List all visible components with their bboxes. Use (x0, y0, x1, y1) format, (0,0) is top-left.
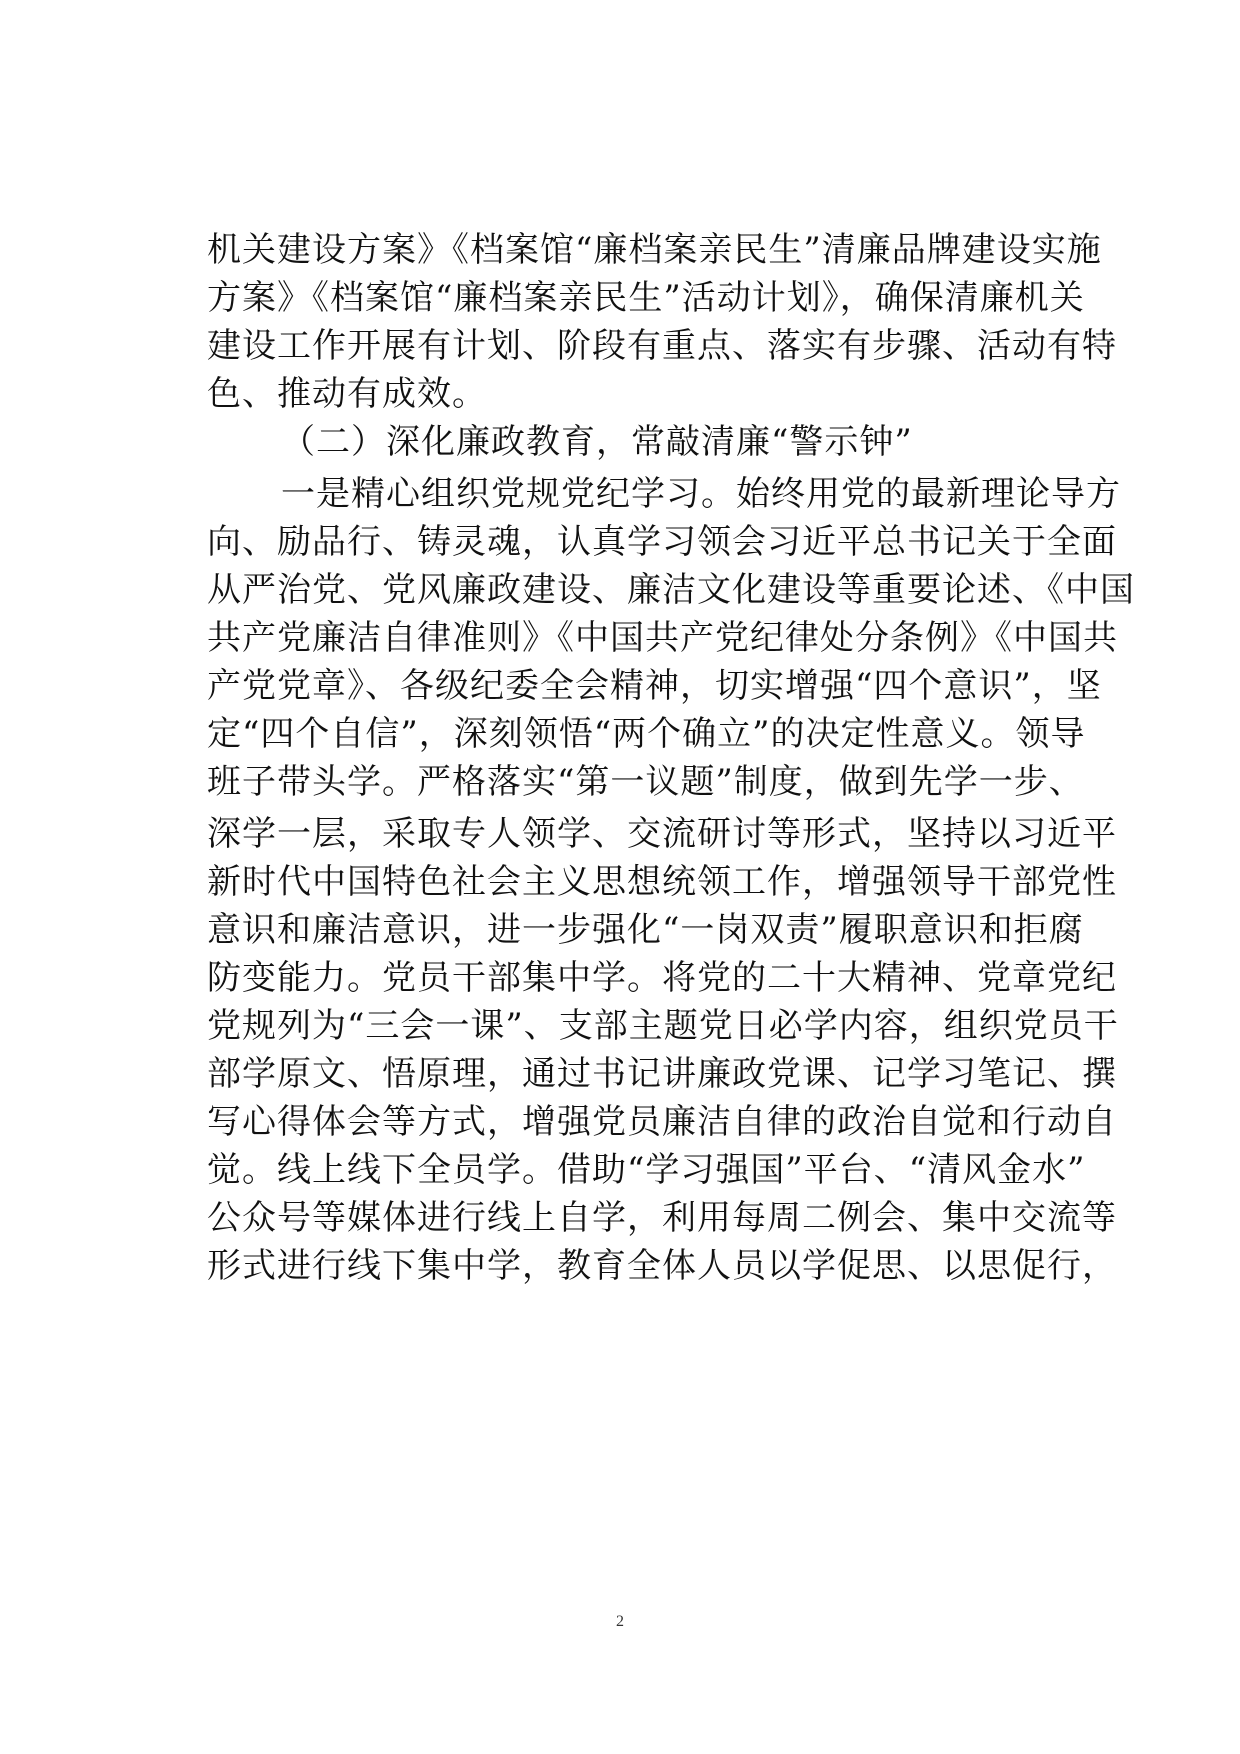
section-heading: （二）深化廉政教育，常敲清廉“警示钟” (281, 422, 913, 462)
text-line: 向、励品行、铸灵魂，认真学习领会习近平总书记关于全面 (207, 522, 1117, 562)
text-line: 部学原文、悟原理，通过书记讲廉政党课、记学习笔记、撰 (207, 1054, 1117, 1094)
text-line: 形式进行线下集中学，教育全体人员以学促思、以思促行， (207, 1246, 1117, 1286)
text-line: 防变能力。党员干部集中学。将党的二十大精神、党章党纪 (207, 958, 1117, 998)
text-line: 方案》《档案馆“廉档案亲民生”活动计划》，确保清廉机关 (207, 278, 1085, 318)
text-line: 觉。线上线下全员学。借助“学习强国”平台、“清风金水” (207, 1150, 1086, 1190)
text-line: 写心得体会等方式，增强党员廉洁自律的政治自觉和行动自 (207, 1102, 1117, 1142)
paragraph-main (207, 470, 1135, 1290)
text-line: 共产党廉洁自律准则》《中国共产党纪律处分条例》《中国共 (207, 618, 1118, 658)
text-line: 班子带头学。严格落实“第一议题”制度，做到先学一步、 (207, 762, 1084, 802)
text-line: 一是精心组织党规党纪学习。始终用党的最新理论导方 (281, 474, 1121, 514)
text-line: 深学一层，采取专人领学、交流研讨等形式，坚持以习近平 (207, 814, 1117, 854)
text-line: 新时代中国特色社会主义思想统领工作，增强领导干部党性 (207, 862, 1117, 902)
body-text (207, 226, 1135, 1290)
text-line: 产党党章》、各级纪委全会精神，切实增强“四个意识”，坚 (207, 666, 1102, 706)
paragraph-continued (207, 226, 1117, 418)
text-line: 党规列为“三会一课”、支部主题党日必学内容，组织党员干 (207, 1006, 1119, 1046)
text-line: 建设工作开展有计划、阶段有重点、落实有步骤、活动有特 (207, 326, 1117, 366)
page-number: 2 (616, 1613, 624, 1630)
text-line: 色、推动有成效。 (207, 374, 487, 414)
text-line: 从严治党、党风廉政建设、廉洁文化建设等重要论述、《中国 (207, 570, 1135, 610)
text-line: 公众号等媒体进行线上自学，利用每周二例会、集中交流等 (207, 1198, 1117, 1238)
text-line: 意识和廉洁意识，进一步强化“一岗双责”履职意识和拒腐 (207, 910, 1084, 950)
text-line: 定“四个自信”，深刻领悟“两个确立”的决定性意义。领导 (207, 714, 1086, 754)
text-line: 机关建设方案》《档案馆“廉档案亲民生”清廉品牌建设实施 (207, 230, 1102, 270)
